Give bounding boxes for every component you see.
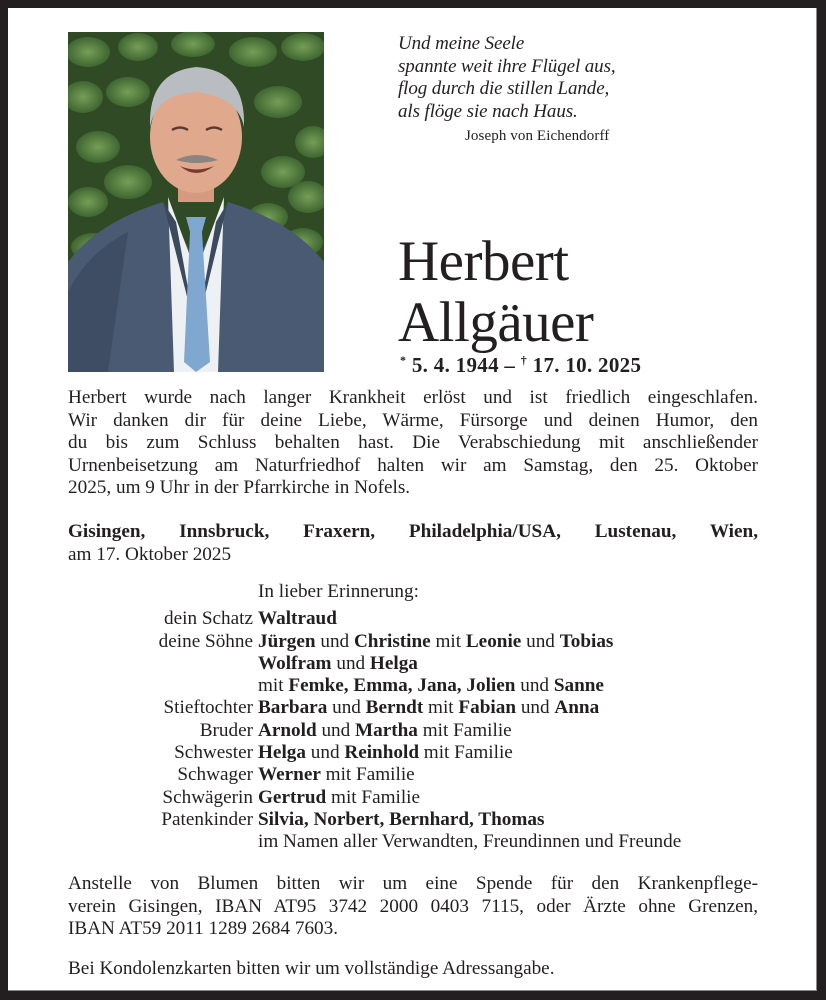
first-name: Herbert [398,230,569,293]
relative-name: Reinhold [344,742,419,764]
family-intro: In lieber Erinnerung: [258,581,419,602]
relation-label: dein Schatz [164,608,253,630]
relative-name: Femke, Emma, Jana, Jolien [288,675,516,697]
condolence-note [68,958,758,981]
relation-label: Bruder [199,719,253,741]
text-line: Herbert wurde nach langer Krankheit erlöst und ist friedlich eingeschlafen. [68,387,758,408]
text-line: Anstelle von Blumen bitten wir um eine Spende für den Krankenpflege- [68,873,758,894]
relative-name: Helga [258,742,306,764]
quote-line: Und meine Seele [398,33,525,54]
relative-name: Werner [258,764,321,786]
relation-label: Schwägerin [162,786,253,808]
places-and-date [68,521,758,566]
relative-names: Gertrud mit Familie [258,786,421,808]
relative-names [258,608,337,630]
relative-names: Arnold und Martha mit Familie [258,719,512,741]
relation-label [68,831,258,853]
family-row [68,720,768,742]
relation-label: Stieftochter [163,697,253,719]
family-row [68,675,768,697]
family-rows [68,608,768,853]
relative-name: Arnold [258,719,317,741]
death-cross-icon: † [520,353,528,367]
death-date: 17. 10. 2025 [532,353,642,377]
relative-names: mit Femke, Emma, Jana, Jolien und Sanne [258,675,604,697]
family-row [68,742,768,764]
locations: Gisingen, Innsbruck, Fraxern, Philadelphia/USA, Lustenau, Wien, [68,521,758,542]
relative-names [258,809,544,831]
family-row [68,831,768,853]
relative-name: Helga [369,652,418,674]
relative-names: Werner mit Familie [258,764,415,786]
relative-names: Barbara und Berndt mit Fabian und Anna [258,697,600,719]
relative-names: im Namen aller Verwandten, Freundinnen und Freunde [258,831,682,853]
family-row [68,787,768,809]
text-line: du bis zum Schluss behalten hast. Die Verabschiedung mit anschließender [68,432,758,454]
relative-name: Fabian [458,697,517,719]
relation-label: Schwager [177,764,253,786]
relation-label [68,653,258,675]
relative-name: Tobias [559,630,614,652]
text-line: IBAN AT59 2011 1289 2684 7603. [68,918,339,940]
quote-line: flog durch die stillen Lande, [398,78,610,99]
relative-names: Jürgen und Christine mit Leonie und Tobias [258,630,614,652]
relative-name: Waltraud [258,608,337,630]
relative-names: Wolfram und Helga [258,652,418,674]
family-row [68,809,768,831]
relative-name: Christine [353,630,431,652]
poem-quote [398,33,616,123]
relative-name: Martha [355,719,418,741]
relative-name: Silvia, Norbert, Bernhard, Thomas [258,808,545,830]
relative-names: Helga und Reinhold mit Familie [258,742,513,764]
text-line: 2025, um 9 Uhr in der Pfarrkirche in Nofels. [68,477,411,499]
portrait-photo [68,32,324,372]
last-name: Allgäuer [398,291,594,354]
text-line: Wir danken dir für deine Liebe, Wärme, Fürsorge und deinen Humor, den [68,409,758,431]
relative-name: Jürgen [258,630,316,652]
announcement-text [68,387,758,500]
relative-name: Leonie [465,630,522,652]
relative-name: Gertrud [258,786,327,808]
quote-author: Joseph von Eichendorff [465,128,610,144]
portrait-image [68,32,324,372]
family-row [68,631,768,653]
text-line: Urnenbeisetzung am Naturfriedhof halten wir am Samstag, den 25. Oktober [68,454,758,476]
birth-star-icon: * [400,353,407,367]
text-line: Bei Kondolenzkarten bitten wir um vollständige Adressangabe. [68,958,555,979]
donation-text [68,873,758,941]
family-row [68,653,768,675]
family-row [68,697,768,719]
announcement-date: am 17. Oktober 2025 [68,543,232,565]
relation-label: deine Söhne [158,630,253,652]
deceased-name [398,231,593,353]
relative-name: Sanne [553,675,604,697]
relative-name: Anna [554,697,600,719]
birth-date: 5. 4. 1944 [411,353,499,377]
relative-name: Wolfram [258,652,332,674]
family-row [68,764,768,786]
relation-label: Patenkinder [161,808,253,830]
relation-label [68,675,258,697]
quote-line: als flöge sie nach Haus. [398,100,578,122]
relative-name: Berndt [365,697,424,719]
family-row [68,608,768,630]
family-list [68,581,768,854]
relation-label: Schwester [174,742,253,764]
quote-line: spannte weit ihre Flügel aus, [398,55,616,77]
life-dates [400,353,641,378]
relative-name: Barbara [258,697,328,719]
text-line: verein Gisingen, IBAN AT95 3742 2000 0403 7115, oder Ärzte ohne Grenzen, [68,895,758,917]
date-separator: – [498,353,521,377]
obituary-card [8,8,817,991]
